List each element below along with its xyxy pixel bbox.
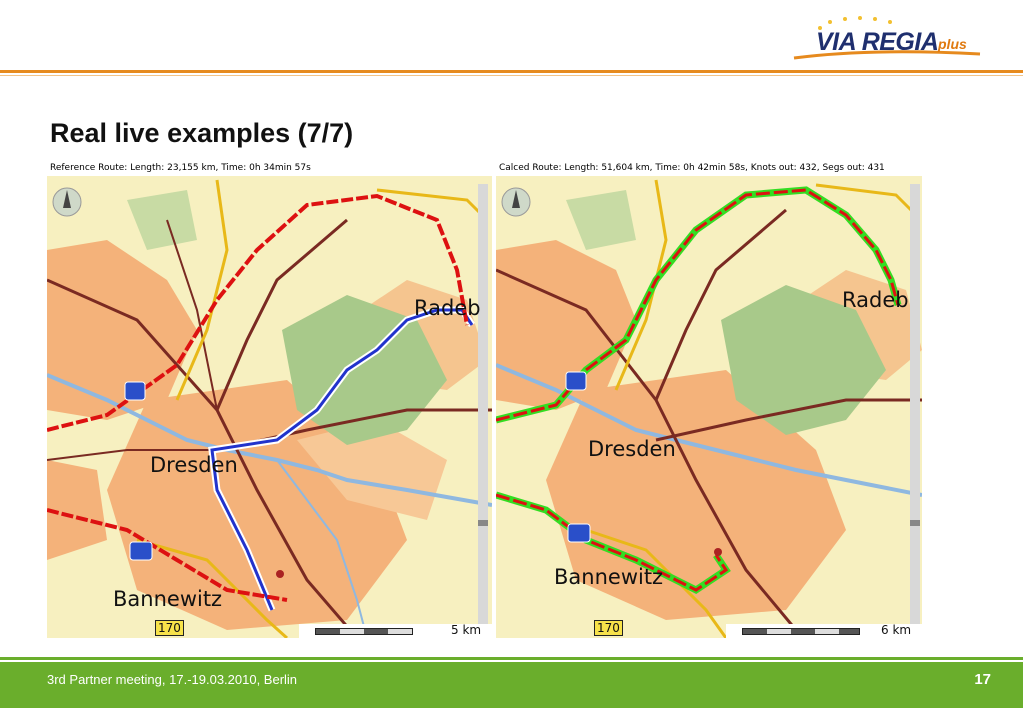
header-divider-thin — [0, 75, 1023, 76]
calced-route-caption: Calced Route: Length: 51,604 km, Time: 0h 42min 58s, Knots out: 432, Segs out: 431 — [496, 160, 922, 176]
header-divider — [0, 70, 1023, 73]
calced-route-map — [496, 160, 922, 638]
footer-text: 3rd Partner meeting, 17.-19.03.2010, Berlin — [47, 672, 298, 687]
map-label-bannewitz: Bannewitz — [554, 565, 664, 589]
slide-title: Real live examples (7/7) — [50, 118, 354, 148]
footer-divider — [0, 657, 1023, 660]
scale-label: 5 km — [451, 623, 482, 637]
map-label-dresden: Dresden — [588, 437, 676, 461]
reference-route-caption: Reference Route: Length: 23,155 km, Time: 0h 34min 57s — [47, 160, 492, 176]
scale-bar — [315, 628, 413, 635]
footer-bar — [0, 662, 1023, 708]
map-label-bannewitz: Bannewitz — [113, 587, 223, 611]
page-number: 17 — [974, 671, 991, 688]
road-number-sign: 170 — [594, 620, 623, 636]
map-label-radeb: Radeb — [842, 288, 909, 312]
logo-text: VIA REGIA — [816, 28, 939, 56]
logo-suffix: plus — [938, 36, 967, 52]
map-label-dresden: Dresden — [150, 453, 238, 477]
reference-map-canvas — [47, 160, 492, 638]
map-scale — [299, 624, 492, 638]
scale-bar — [742, 628, 860, 635]
map-scale — [726, 624, 922, 638]
via-regia-logo — [790, 14, 990, 64]
map-label-radeb: Radeb — [414, 296, 481, 320]
reference-route-map — [47, 160, 492, 638]
road-number-sign: 170 — [155, 620, 184, 636]
scale-label: 6 km — [881, 623, 912, 637]
